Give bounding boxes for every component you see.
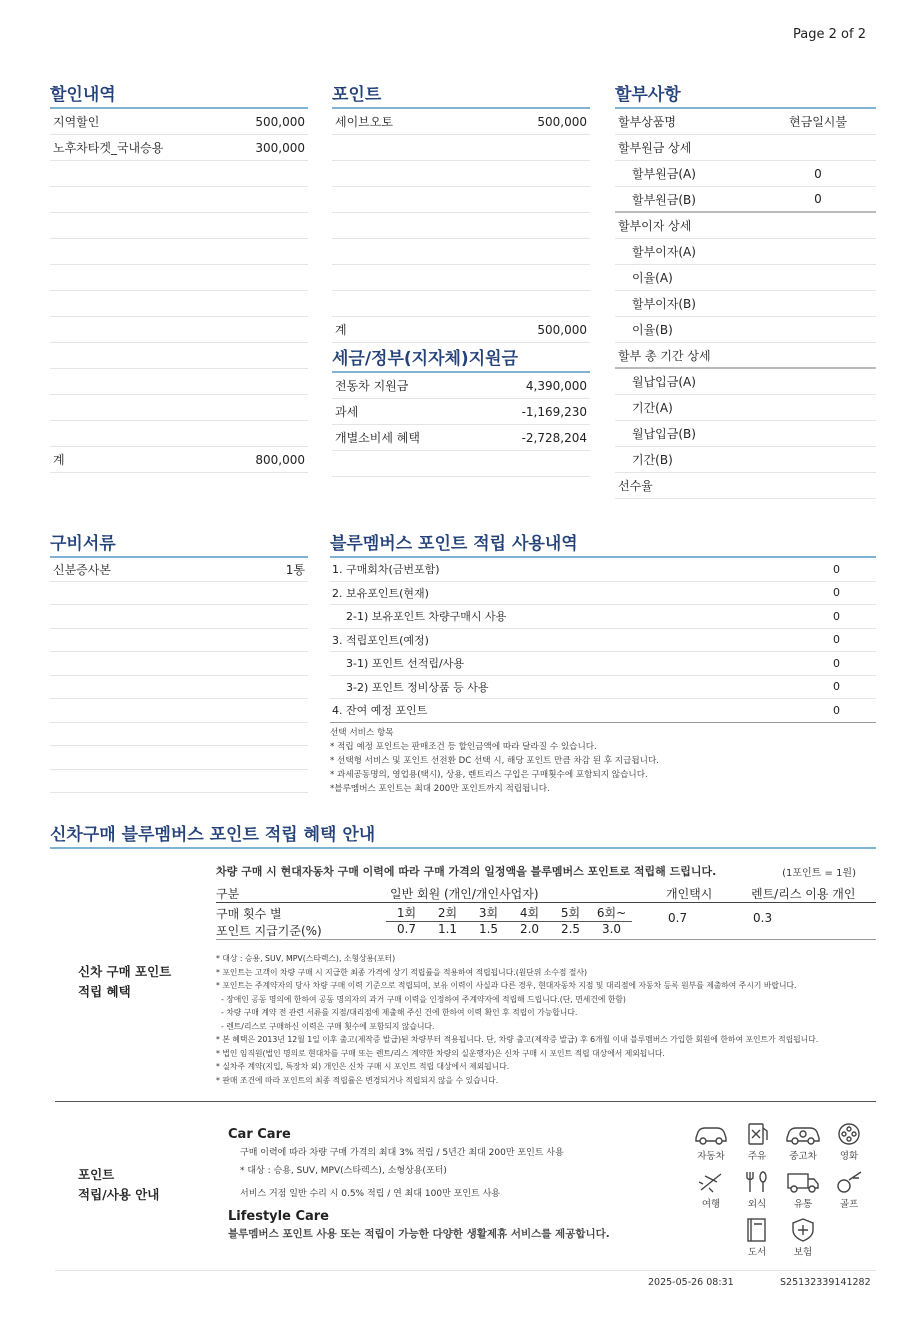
empty-row xyxy=(332,161,590,187)
empty-row xyxy=(50,770,308,794)
count-cells xyxy=(386,904,632,922)
benefit-notes xyxy=(216,952,876,1087)
bluemembers-row xyxy=(330,699,876,723)
installment-row xyxy=(615,161,876,187)
icon-label: 여행 xyxy=(701,1199,721,1210)
page-number: Page 2 of 2 xyxy=(793,27,866,42)
discount-rows xyxy=(50,109,308,473)
rate-cell: 0.7 xyxy=(396,922,417,936)
rate-cell: 2.0 xyxy=(519,922,540,936)
bluemembers-row xyxy=(330,652,876,676)
total-row xyxy=(332,317,590,343)
count-cell: 3회 xyxy=(478,906,499,920)
icon-cell-travel xyxy=(688,1170,734,1210)
row-label: 전동차 지원금 xyxy=(335,379,409,393)
benefit-headline: 차량 구매 시 현대자동차 구매 이력에 따라 구매 가격의 일정액을 블루멤버스 포인트로 적립해 드립니다. xyxy=(216,865,717,878)
golf-icon xyxy=(831,1170,867,1194)
empty-row xyxy=(50,343,308,369)
icon-cell-delivery xyxy=(780,1170,826,1210)
row-label: 기간(B) xyxy=(632,453,673,467)
empty-row xyxy=(50,582,308,606)
note-line: *블루멤버스 포인트는 최대 200만 포인트까지 적립됩니다. xyxy=(330,783,550,794)
footer-doc-id: S25132339141282 xyxy=(780,1277,871,1288)
points-section xyxy=(332,80,590,343)
airplane-icon xyxy=(693,1170,729,1194)
guide-divider xyxy=(55,1101,876,1102)
benefit-section xyxy=(50,820,876,849)
installment-section xyxy=(615,80,876,499)
row-label: 노후차타겟_국내승용 xyxy=(53,141,164,155)
lifestyle-title: Lifestyle Care xyxy=(228,1209,329,1224)
installment-row xyxy=(615,473,876,499)
col-category: 구분 xyxy=(216,887,240,901)
bluemembers-row xyxy=(330,605,876,629)
empty-row xyxy=(50,421,308,447)
row-value: 4,390,000 xyxy=(525,378,587,393)
table-row xyxy=(332,109,590,135)
installment-row xyxy=(615,447,876,473)
benefit-note-line: * 법인 임직원(법인 명의로 현대차를 구매 또는 렌트/리스 계약한 차량의 실운행자)은 신차 구매 시 포인트 적립 대상에서 제외됩니다. xyxy=(216,1048,665,1058)
row-label: 할부이자(B) xyxy=(632,297,696,311)
table-row xyxy=(332,373,590,399)
row-value: 0 xyxy=(833,562,840,576)
row-value: 0 xyxy=(814,166,822,181)
fuel-icon xyxy=(739,1122,775,1146)
points-title: 포인트 xyxy=(332,80,590,109)
empty-row xyxy=(50,395,308,421)
table-row xyxy=(50,135,308,161)
note-line: * 선택형 서비스 및 포인트 선전환 DC 선택 시, 해당 포인트 만큼 차감 된 후 지급됩니다. xyxy=(330,755,660,766)
row-value: 500,000 xyxy=(255,114,305,129)
empty-row xyxy=(332,239,590,265)
empty-row xyxy=(332,135,590,161)
installment-rows xyxy=(615,109,876,499)
row-value: 0 xyxy=(833,633,840,647)
guide-side-label-line1: 포인트 xyxy=(78,1167,115,1182)
table-row xyxy=(50,109,308,135)
row-value: 300,000 xyxy=(255,140,305,155)
installment-row xyxy=(615,239,876,265)
row-label: 2-1) 보유포인트 차량구매시 사용 xyxy=(346,610,507,624)
installment-row xyxy=(615,317,876,343)
benefit-note-line: * 판매 조건에 따라 포인트의 최종 적립률은 변경되거나 적립되지 않을 수 있습니다. xyxy=(216,1075,499,1085)
note-line: * 적립 예정 포인트는 판매조건 등 할인금액에 따라 달라질 수 있습니다. xyxy=(330,741,597,752)
documents-rows xyxy=(50,558,308,793)
taxi-rate: 0.7 xyxy=(668,911,688,925)
benefit-note-line: * 본 혜택은 2013년 12월 1일 이후 출고(제작증 발급)된 차량부터 적용됩니다. 단, 차량 출고(제작증 발급) 후 6개월 이내 블루멤버스 가입한 회원에 한하여 포인트가 적립됩니다. xyxy=(216,1035,819,1044)
benefit-unit: (1포인트 = 1원) xyxy=(782,867,856,879)
installment-row xyxy=(615,187,876,213)
rent-rate: 0.3 xyxy=(753,911,773,925)
empty-row xyxy=(332,451,590,477)
icon-label: 주유 xyxy=(747,1151,767,1162)
empty-row xyxy=(50,213,308,239)
row-value: 0 xyxy=(833,586,840,600)
icon-label: 유통 xyxy=(793,1199,813,1210)
benefit-side-label xyxy=(78,962,171,1002)
row-label: 계 xyxy=(53,453,65,467)
bluemembers-notes xyxy=(330,726,876,796)
car-icon xyxy=(693,1122,729,1146)
row-label: 기간(A) xyxy=(632,401,673,415)
count-cell: 4회 xyxy=(519,906,540,920)
benefit-note-line: * 대상 : 승용, SUV, MPV(스타렉스), 소형상용(포터) xyxy=(216,954,396,963)
rate-cell: 1.1 xyxy=(437,922,458,936)
table-row xyxy=(50,558,308,582)
row-label: 선수율 xyxy=(618,479,653,493)
icon-label: 보험 xyxy=(793,1247,813,1258)
empty-row xyxy=(50,369,308,395)
row-label: 신분증사본 xyxy=(53,562,111,577)
empty-row xyxy=(50,746,308,770)
benefit-note-line: * 실차주 계약(지입, 특장차 외) 개인은 신차 구매 시 포인트 적립 대상에서 제외됩니다. xyxy=(216,1062,510,1071)
car-care-title: Car Care xyxy=(228,1127,291,1142)
row-value: -2,728,204 xyxy=(521,430,587,445)
rate-cell: 2.5 xyxy=(560,922,581,936)
icon-cell-film xyxy=(826,1122,872,1162)
row-label: 개별소비세 혜택 xyxy=(335,431,420,445)
row-label: 할부원금(A) xyxy=(632,167,696,181)
dining-icon xyxy=(739,1170,775,1194)
table-row xyxy=(332,425,590,451)
row-label: 이율(B) xyxy=(632,323,673,337)
icon-cell-dining xyxy=(734,1170,780,1210)
count-cell: 2회 xyxy=(437,906,458,920)
empty-row xyxy=(50,265,308,291)
bluemembers-row xyxy=(330,582,876,606)
row-value: 0 xyxy=(814,192,822,206)
benefit-table-header xyxy=(216,885,876,903)
empty-row xyxy=(50,605,308,629)
rate-cell: 3.0 xyxy=(601,922,622,936)
guide-content xyxy=(228,1127,678,1241)
row-value: 1통 xyxy=(285,562,305,577)
count-cell: 5회 xyxy=(560,906,581,920)
book-icon xyxy=(739,1218,775,1242)
subsidy-rows xyxy=(332,373,590,477)
benefit-content xyxy=(216,860,876,1087)
empty-row xyxy=(50,161,308,187)
used-car-icon xyxy=(785,1122,821,1146)
installment-row xyxy=(615,421,876,447)
benefit-note-line: * 포인트는 고객이 차량 구매 시 지급한 최종 가격에 상기 적립률을 적용하여 적립됩니다.(원단위 소수점 절사) xyxy=(216,967,588,977)
row-label: 3-2) 포인트 정비상품 등 사용 xyxy=(346,680,489,694)
benefit-title: 신차구매 블루멤버스 포인트 적립 혜택 안내 xyxy=(50,820,876,849)
empty-row xyxy=(50,699,308,723)
car-care-line2: * 대상 : 승용, SUV, MPV(스타렉스), 소형상용(포터) xyxy=(240,1166,447,1176)
row-label: 4. 잔여 예정 포인트 xyxy=(332,704,428,718)
bluemembers-row xyxy=(330,629,876,653)
row-value: 500,000 xyxy=(537,322,587,337)
benefit-note-line: - 차량 구매 계약 전 관련 서류를 지점/대리점에 제출해 주신 건에 한하여 이력 확인 후 적립이 가능합니다. xyxy=(216,1008,578,1017)
installment-row xyxy=(615,213,876,239)
row-label: 할부이자(A) xyxy=(632,245,696,259)
row-label: 할부원금(B) xyxy=(632,192,696,207)
empty-row xyxy=(332,291,590,317)
delivery-truck-icon xyxy=(785,1170,821,1194)
benefit-note-line: - 장애인 공동 명의에 한하여 공동 명의자의 과거 구매 이력을 인정하여 주계약자에 적립해 드립니다.(단, 면세건에 한함) xyxy=(216,994,626,1004)
film-reel-icon xyxy=(831,1122,867,1146)
rate-cells xyxy=(386,922,632,936)
count-cell: 1회 xyxy=(396,906,417,920)
empty-row xyxy=(50,317,308,343)
bluemembers-row xyxy=(330,676,876,700)
row-label: 지역할인 xyxy=(53,115,100,129)
row-value: 500,000 xyxy=(537,114,587,129)
car-care-line1: 구매 이력에 따라 차량 구매 가격의 최대 3% 적립 / 5년간 최대 200만 포인트 사용 xyxy=(240,1148,564,1158)
installment-row xyxy=(615,395,876,421)
empty-row xyxy=(50,629,308,653)
lifestyle-icons xyxy=(688,1122,878,1258)
bluemembers-row xyxy=(330,558,876,582)
icon-row-3 xyxy=(734,1218,878,1258)
row-label: 이율(A) xyxy=(632,271,673,285)
col-general: 일반 회원 (개인/개인사업자) xyxy=(390,887,539,901)
row-label: 할부원금 상세 xyxy=(618,141,692,155)
footer-divider xyxy=(55,1270,876,1271)
col-rent: 렌트/리스 이용 개인 xyxy=(751,887,856,901)
installment-title: 할부사항 xyxy=(615,80,876,109)
lifestyle-desc: 블루멤버스 포인트 사용 또는 적립이 가능한 다양한 생활제휴 서비스를 제공합니다. xyxy=(228,1228,610,1240)
count-cell: 6회~ xyxy=(596,906,627,920)
row-label: 월납입금(A) xyxy=(632,375,696,389)
row-label: 3-1) 포인트 선적립/사용 xyxy=(346,657,464,671)
col-taxi: 개인택시 xyxy=(666,887,713,901)
guide-side-label-line2: 적립/사용 안내 xyxy=(78,1187,160,1202)
empty-row xyxy=(50,676,308,700)
footer-datetime: 2025-05-26 08:31 xyxy=(648,1277,734,1288)
icon-cell-book xyxy=(734,1218,780,1258)
installment-row xyxy=(615,291,876,317)
benefit-side-label-line2: 적립 혜택 xyxy=(78,984,131,999)
row-value: 0 xyxy=(833,680,840,694)
icon-label: 중고차 xyxy=(789,1151,817,1162)
empty-row xyxy=(50,187,308,213)
discount-section xyxy=(50,80,308,473)
subsidy-section xyxy=(332,344,590,477)
empty-row xyxy=(332,187,590,213)
installment-row xyxy=(615,135,876,161)
installment-row xyxy=(615,369,876,395)
row-label: 할부 총 기간 상세 xyxy=(618,348,711,363)
row-label: 과세 xyxy=(335,405,359,419)
installment-row xyxy=(615,265,876,291)
row-value: 0 xyxy=(833,703,840,717)
installment-row xyxy=(615,343,876,369)
empty-row xyxy=(332,265,590,291)
note-line: 선택 서비스 항목 xyxy=(330,727,394,738)
documents-section xyxy=(50,529,308,793)
points-rows xyxy=(332,109,590,343)
row-label: 3. 적립포인트(예정) xyxy=(332,633,429,647)
row-rate-label: 포인트 지급기준(%) xyxy=(216,924,322,938)
row-count-label: 구매 횟수 별 xyxy=(216,907,282,921)
bluemembers-section xyxy=(330,529,876,796)
discount-title: 할인내역 xyxy=(50,80,308,109)
row-label: 월납입금(B) xyxy=(632,427,696,441)
icon-label: 자동차 xyxy=(697,1151,725,1162)
benefit-table-body xyxy=(216,903,876,940)
row-label: 계 xyxy=(335,323,347,337)
table-row xyxy=(332,399,590,425)
icon-row-1 xyxy=(688,1122,878,1162)
icon-cell-insurance xyxy=(780,1218,826,1258)
rate-cell: 1.5 xyxy=(478,922,499,936)
icon-row-2 xyxy=(688,1170,878,1210)
bluemembers-rows xyxy=(330,558,876,723)
row-label: 할부상품명 xyxy=(618,115,676,129)
documents-title: 구비서류 xyxy=(50,529,308,558)
icon-cell-fuel xyxy=(734,1122,780,1162)
empty-row xyxy=(50,239,308,265)
installment-row xyxy=(615,109,876,135)
icon-label: 영화 xyxy=(839,1151,859,1162)
icon-label: 도서 xyxy=(747,1247,767,1258)
shield-plus-icon xyxy=(785,1218,821,1242)
note-line: * 과세공동명의, 영업용(택시), 상용, 렌트리스 구입은 구매횟수에 포함되지 않습니다. xyxy=(330,769,648,780)
total-row xyxy=(50,447,308,473)
benefit-note-line: - 렌트/리스로 구매하신 이력은 구매 횟수에 포함되지 않습니다. xyxy=(216,1021,435,1031)
empty-row xyxy=(332,213,590,239)
row-label: 1. 구매회차(금번포함) xyxy=(332,563,440,577)
empty-row xyxy=(50,291,308,317)
row-value: 현금일시불 xyxy=(789,115,847,129)
row-value: 0 xyxy=(833,609,840,623)
empty-row xyxy=(50,652,308,676)
row-label: 2. 보유포인트(현재) xyxy=(332,586,429,600)
row-value: 0 xyxy=(833,656,840,670)
icon-label: 외식 xyxy=(747,1199,767,1210)
empty-row xyxy=(50,723,308,747)
icon-label: 골프 xyxy=(839,1199,859,1210)
icon-cell-golf xyxy=(826,1170,872,1210)
bluemembers-title: 블루멤버스 포인트 적립 사용내역 xyxy=(330,529,876,558)
row-label: 할부이자 상세 xyxy=(618,219,692,233)
row-value: -1,169,230 xyxy=(521,404,587,419)
guide-side-label xyxy=(78,1165,159,1205)
icon-cell-car xyxy=(688,1122,734,1162)
icon-cell-used-car xyxy=(780,1122,826,1162)
car-care-line3: 서비스 거점 일반 수리 시 0.5% 적립 / 연 최대 100만 포인트 사용 xyxy=(240,1189,500,1199)
row-value: 800,000 xyxy=(255,452,305,467)
benefit-side-label-line1: 신차 구매 포인트 xyxy=(78,964,172,979)
row-label: 세이브오토 xyxy=(335,115,393,129)
benefit-note-line: * 포인트는 주계약자의 당사 차량 구매 이력 기준으로 적립되며, 보유 이력이 사실과 다른 경우, 현대자동차 지점 및 대리점에 자동차 등록 원부를 제출하여 주시기 바랍니다. xyxy=(216,981,797,990)
subsidy-title: 세금/정부(지자체)지원금 xyxy=(332,344,590,373)
